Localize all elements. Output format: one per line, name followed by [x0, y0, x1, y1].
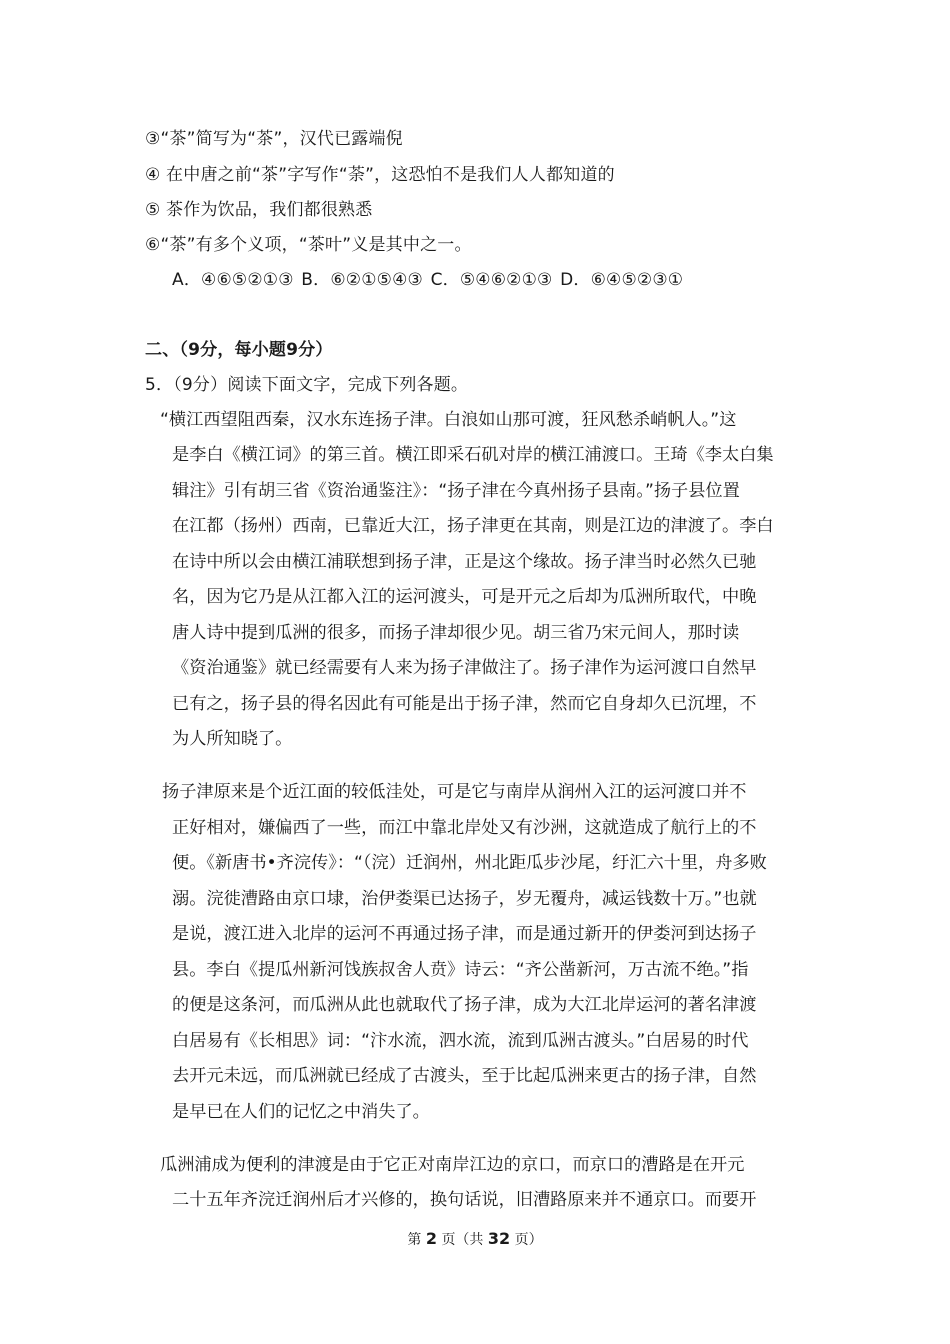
paragraph-line: 已有之，扬子县的得名因此有可能是出于扬子津，然而它自身却久已沉埋，不 [172, 694, 757, 714]
section-title: 二、（9分，每小题9分） [145, 340, 333, 360]
paragraph-line: 《资治通鉴》就已经需要有人来为扬子津做注了。扬子津作为运河渡口自然早 [172, 658, 757, 678]
footer-prefix: 第 [407, 1232, 422, 1248]
paragraph-line: “横江西望阻西秦，汉水东连扬子津。白浪如山那可渡，狂风愁杀峭帆人。”这 [160, 410, 737, 430]
paragraph-line: 是说，渡江进入北岸的运河不再通过扬子津，而是通过新开的伊娄河到达扬子 [172, 924, 757, 944]
item-4: ④ 在中唐之前“茶”字写作“荼”，这恐怕不是我们人人都知道的 [145, 165, 615, 185]
paragraph-line: 便。《新唐书•齐浣传》：“（浣）迁润州，州北距瓜步沙尾，纡汇六十里，舟多败 [172, 853, 767, 873]
paragraph-line: 唐人诗中提到瓜洲的很多，而扬子津却很少见。胡三省乃宋元间人，那时读 [172, 623, 740, 643]
page-footer [0, 1229, 950, 1249]
total-pages: 32 [487, 1229, 511, 1248]
answer-options: A．④⑥⑤②①③ B．⑥②①⑤④③ C．⑤④⑥②①③ D．⑥④⑤②③① [172, 270, 684, 290]
paragraph-line: 二十五年齐浣迁润州后才兴修的，换句话说，旧漕路原来并不通京口。而要开 [172, 1190, 757, 1210]
paragraph-line: 溺。浣徙漕路由京口埭，治伊娄渠已达扬子，岁无覆舟，减运钱数十万。”也就 [172, 889, 757, 909]
paragraph-line: 正好相对，嫌偏西了一些，而江中靠北岸处又有沙洲，这就造成了航行上的不 [172, 818, 757, 838]
page-number: 2 [425, 1229, 437, 1248]
paragraph-line: 县。李白《提瓜州新河饯族叔舍人贲》诗云：“齐公凿新河，万古流不绝。”指 [172, 960, 749, 980]
paragraph-line: 去开元未远，而瓜洲就已经成了古渡头，至于比起瓜洲来更古的扬子津，自然 [172, 1066, 757, 1086]
paragraph-line: 在诗中所以会由横江浦联想到扬子津，正是这个缘故。扬子津当时必然久已驰 [172, 552, 757, 572]
paragraph-line: 为人所知晓了。 [172, 729, 293, 749]
paragraph-line: 的便是这条河，而瓜洲从此也就取代了扬子津，成为大江北岸运河的著名津渡 [172, 995, 757, 1015]
paragraph-line: 白居易有《长相思》词：“汴水流，泗水流，流到瓜洲古渡头。”白居易的时代 [172, 1031, 749, 1051]
paragraph-line: 名，因为它乃是从江都入江的运河渡头，可是开元之后却为瓜洲所取代，中晚 [172, 587, 757, 607]
paragraph-line: 是李白《横江词》的第三首。横江即采石矶对岸的横江浦渡口。王琦《李太白集 [172, 445, 774, 465]
footer-middle: 页（共 [441, 1232, 484, 1248]
footer-suffix: 页） [514, 1232, 543, 1248]
item-3: ③“茶”简写为“茶”，汉代已露端倪 [145, 129, 403, 149]
paragraph-line: 是早已在人们的记忆之中消失了。 [172, 1102, 430, 1122]
paragraph-line: 瓜洲浦成为便利的津渡是由于它正对南岸江边的京口，而京口的漕路是在开元 [160, 1155, 745, 1175]
question-heading: 5．（9分）阅读下面文字，完成下列各题。 [145, 375, 469, 395]
item-5: ⑤ 茶作为饮品，我们都很熟悉 [145, 200, 373, 220]
item-6: ⑥“茶”有多个义项，“茶叶”义是其中之一。 [145, 235, 472, 255]
paragraph-line: 在江都（扬州）西南，已靠近大江，扬子津更在其南，则是江边的津渡了。李白 [172, 516, 774, 536]
paragraph-line: 辑注》引有胡三省《资治通鉴注》：“扬子津在今真州扬子县南。”扬子县位置 [172, 481, 740, 501]
paragraph-line: 扬子津原来是个近江面的较低洼处，可是它与南岸从润州入江的运河渡口并不 [162, 782, 747, 802]
